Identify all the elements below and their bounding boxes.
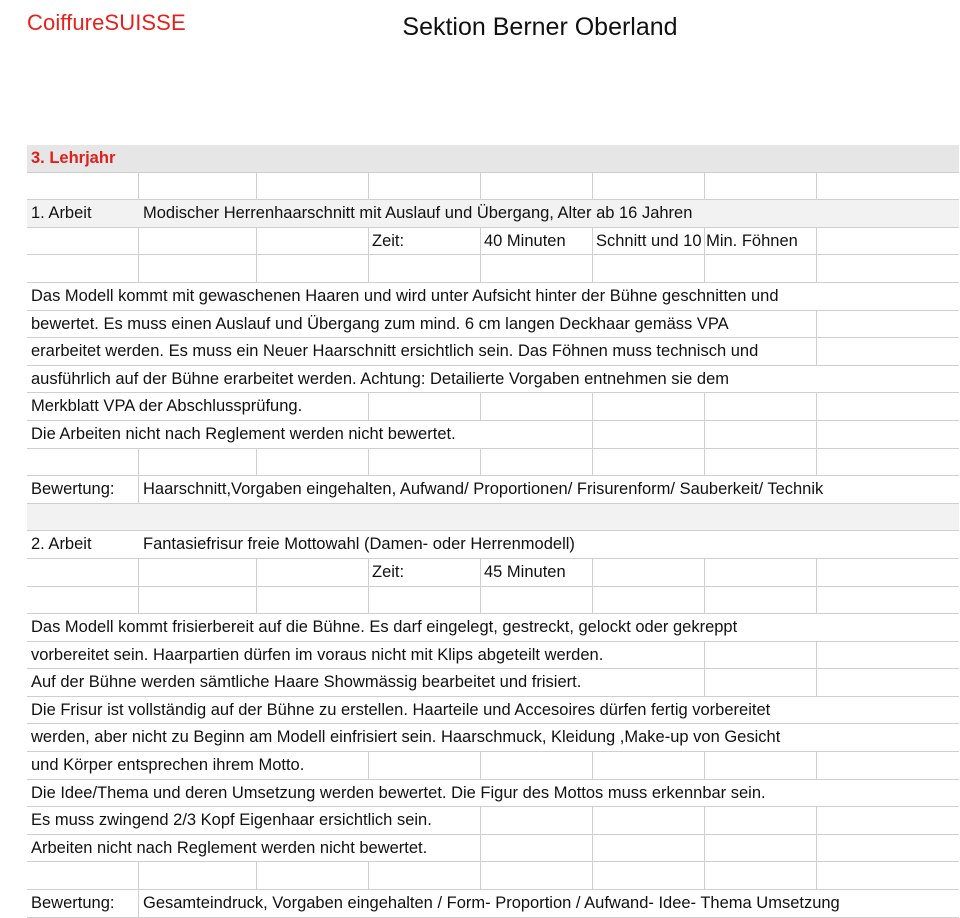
grid-line <box>256 587 257 614</box>
grid-line <box>816 449 817 476</box>
grid-line <box>704 669 705 696</box>
grid-line <box>816 393 817 420</box>
text-line: ausführlich auf der Bühne erarbeitet werden. Achtung: Detailierte Vorgaben entnehmen sie dem <box>31 369 730 388</box>
arbeit-1-text-row <box>27 393 959 421</box>
grid-line <box>368 173 369 200</box>
grid-line <box>480 228 481 255</box>
grid-line <box>816 559 817 586</box>
arbeit-2-text-row <box>27 669 959 697</box>
grid-line <box>368 449 369 476</box>
grid-line <box>480 752 481 779</box>
arbeit-2-text-row <box>27 697 959 725</box>
bewertung-label: Bewertung: <box>31 894 115 913</box>
text-line: Merkblatt VPA der Abschlussprüfung. <box>31 397 303 416</box>
text-line: Es muss zwingend 2/3 Kopf Eigenhaar ersichtlich sein. <box>31 811 432 830</box>
grid-line <box>816 807 817 834</box>
grid-line <box>138 559 139 586</box>
text-line: Die Idee/Thema und deren Umsetzung werden bewertet. Die Figur des Mottos muss erkennbar sein. <box>31 783 766 802</box>
grid-line <box>592 449 593 476</box>
arbeit-1-label: 1. Arbeit <box>31 204 92 223</box>
grid-line <box>592 862 593 889</box>
empty-row <box>27 255 959 283</box>
grid-line <box>480 862 481 889</box>
grid-line <box>592 587 593 614</box>
grid-line <box>368 862 369 889</box>
grid-line <box>256 559 257 586</box>
arbeit-1-text-row <box>27 338 959 366</box>
text-line: Das Modell kommt mit gewaschenen Haaren und wird unter Aufsicht hinter der Bühne geschnitten und <box>31 286 779 305</box>
empty-row <box>27 504 959 532</box>
grid-line <box>816 173 817 200</box>
grid-line <box>480 559 481 586</box>
grid-line <box>592 421 593 448</box>
arbeit-2-label: 2. Arbeit <box>31 535 92 554</box>
grid-line <box>480 173 481 200</box>
grid-line <box>704 421 705 448</box>
text-line: erarbeitet werden. Es muss ein Neuer Haarschnitt ersichtlich sein. Das Föhnen muss technisch und <box>31 342 759 361</box>
grid-line <box>368 559 369 586</box>
grid-line <box>592 807 593 834</box>
arbeit-1-row <box>27 200 959 228</box>
arbeit-2-text-row <box>27 642 959 670</box>
grid-line <box>816 587 817 614</box>
grid-line <box>816 752 817 779</box>
grid-line <box>592 255 593 282</box>
grid-line <box>368 228 369 255</box>
zeit-label: Zeit: <box>372 231 405 250</box>
arbeit-1-zeit-row <box>27 228 959 256</box>
zeit-extra: Schnitt und 10 Min. Föhnen <box>596 231 798 250</box>
arbeit-1-text-row <box>27 283 959 311</box>
grid-line <box>704 807 705 834</box>
grid-line <box>816 338 817 365</box>
empty-row <box>27 173 959 201</box>
arbeit-2-zeit-row <box>27 559 959 587</box>
grid-line <box>256 449 257 476</box>
grid-line <box>138 862 139 889</box>
grid-line <box>704 393 705 420</box>
grid-line <box>138 449 139 476</box>
grid-line <box>368 393 369 420</box>
grid-line <box>256 862 257 889</box>
bewertung-label: Bewertung: <box>31 480 115 499</box>
grid-line <box>704 173 705 200</box>
grid-line <box>592 173 593 200</box>
arbeit-2-bewertung-row <box>27 890 959 918</box>
arbeit-2-text-row <box>27 614 959 642</box>
arbeit-2-text-row <box>27 724 959 752</box>
grid-line <box>138 476 139 503</box>
text-line: und Körper entsprechen ihrem Motto. <box>31 756 305 775</box>
grid-line <box>816 862 817 889</box>
arbeit-2-text-row <box>27 807 959 835</box>
grid-line <box>480 587 481 614</box>
grid-line <box>816 311 817 338</box>
grid-line <box>138 890 139 917</box>
grid-line <box>480 393 481 420</box>
bewertung-text: Gesamteindruck, Vorgaben eingehalten / Form- Proportion / Aufwand- Idee- Thema Umsetzung <box>143 894 840 913</box>
grid-line <box>592 835 593 862</box>
section-heading: 3. Lehrjahr <box>31 149 116 167</box>
text-line: Arbeiten nicht nach Reglement werden nicht bewertet. <box>31 838 428 857</box>
grid-line <box>592 228 593 255</box>
empty-row <box>27 862 959 890</box>
grid-line <box>816 255 817 282</box>
grid-line <box>368 587 369 614</box>
grid-line <box>480 449 481 476</box>
grid-line <box>480 807 481 834</box>
arbeit-2-text-row <box>27 780 959 808</box>
grid-line <box>138 228 139 255</box>
zeit-value: 40 Minuten <box>484 231 566 250</box>
text-line: Die Arbeiten nicht nach Reglement werden nicht bewertet. <box>31 424 456 443</box>
grid-line <box>256 228 257 255</box>
grid-line <box>816 228 817 255</box>
grid-line <box>480 255 481 282</box>
text-line: werden, aber nicht zu Beginn am Modell einfrisiert sein. Haarschmuck, Kleidung ,Make-up von Gesicht <box>31 728 781 747</box>
arbeit-2-description: Fantasiefrisur freie Mottowahl (Damen- oder Herrenmodell) <box>143 535 575 554</box>
grid-line <box>816 642 817 669</box>
text-line: vorbereitet sein. Haarpartien dürfen im voraus nicht mit Klips abgeteilt werden. <box>31 645 604 664</box>
grid-line <box>816 835 817 862</box>
grid-line <box>704 559 705 586</box>
arbeit-2-text-row <box>27 752 959 780</box>
grid-line <box>368 255 369 282</box>
grid-line <box>704 752 705 779</box>
text-line: bewertet. Es muss einen Auslauf und Übergang zum mind. 6 cm langen Deckhaar gemäss VPA <box>31 314 729 333</box>
grid-line <box>704 862 705 889</box>
empty-row <box>27 587 959 615</box>
arbeit-2-row <box>27 531 959 559</box>
grid-line <box>704 642 705 669</box>
bewertung-text: Haarschnitt,Vorgaben eingehalten, Aufwand/ Proportionen/ Frisurenform/ Sauberkeit/ Technik <box>143 480 824 499</box>
zeit-value: 45 Minuten <box>484 562 566 581</box>
grid-line <box>368 752 369 779</box>
text-line: Auf der Bühne werden sämtliche Haare Showmässig bearbeitet und frisiert. <box>31 673 582 692</box>
grid-line <box>704 449 705 476</box>
grid-line <box>592 752 593 779</box>
arbeit-1-text-row <box>27 421 959 449</box>
brand-logo: CoiffureSUISSE <box>27 10 186 35</box>
arbeit-1-description: Modischer Herrenhaarschnitt mit Auslauf und Übergang, Alter ab 16 Jahren <box>143 204 693 223</box>
section-header-row <box>27 145 959 173</box>
arbeit-2-text-row <box>27 835 959 863</box>
grid-line <box>138 173 139 200</box>
arbeit-1-text-row <box>27 366 959 394</box>
spreadsheet-grid <box>27 145 959 918</box>
grid-line <box>704 587 705 614</box>
arbeit-1-bewertung-row <box>27 476 959 504</box>
text-line: Das Modell kommt frisierbereit auf die Bühne. Es darf eingelegt, gestreckt, gelockt oder gekreppt <box>31 618 738 637</box>
grid-line <box>704 255 705 282</box>
page-title: Sektion Berner Oberland <box>402 13 678 41</box>
grid-line <box>704 835 705 862</box>
text-line: Die Frisur ist vollständig auf der Bühne zu erstellen. Haarteile und Accesoires dürfen fertig vorbereitet <box>31 700 771 719</box>
arbeit-1-text-row <box>27 311 959 339</box>
grid-line <box>138 255 139 282</box>
grid-line <box>256 173 257 200</box>
grid-line <box>592 559 593 586</box>
grid-line <box>592 393 593 420</box>
empty-row <box>27 449 959 477</box>
zeit-label: Zeit: <box>372 562 405 581</box>
grid-line <box>138 587 139 614</box>
grid-line <box>256 255 257 282</box>
grid-line <box>816 421 817 448</box>
grid-line <box>480 835 481 862</box>
grid-line <box>816 669 817 696</box>
